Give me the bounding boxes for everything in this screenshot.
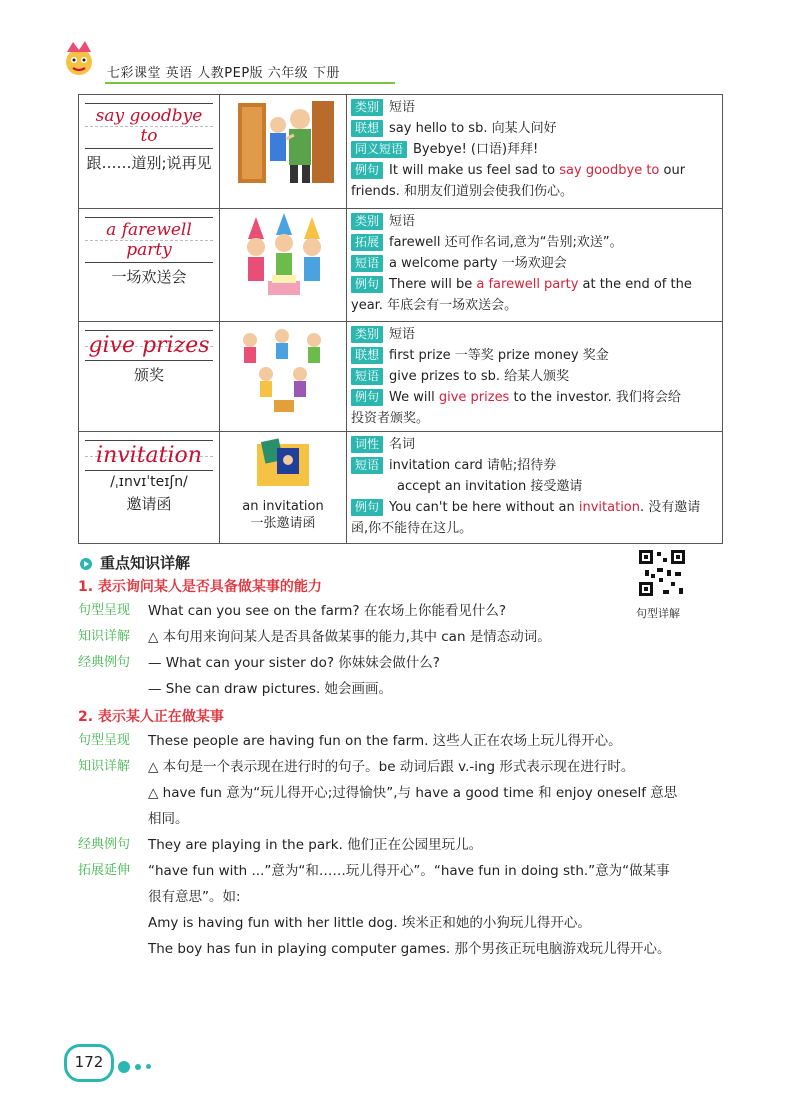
vocab-table: [78, 94, 723, 544]
text-line: 投资者颁奖。: [351, 411, 430, 426]
tag-example: 例句: [351, 162, 383, 179]
text-line: 联想 say hello to sb. 向某人问好: [351, 118, 720, 139]
point-label: 经典例句: [78, 655, 131, 670]
script-word: give prizes: [85, 330, 213, 361]
script-word: a farewell party: [85, 217, 213, 263]
script-word: say goodbye to: [85, 103, 213, 149]
qr-caption: 句型详解: [636, 607, 680, 620]
word-meaning: 颁奖: [133, 366, 164, 384]
point-label: 拓展延伸: [78, 863, 131, 878]
mascot-icon: [59, 38, 99, 78]
text-line: 句型呈现 These people are having fun on the farm. 这些人正在农场上玩儿得开心。: [78, 728, 728, 754]
text-line: 函,你不能待在这儿。: [351, 521, 473, 536]
text-line: 经典例句 They are playing in the park. 他们正在公园里玩儿。: [78, 832, 728, 858]
text-line: 同义短语 Byebye! (口语)拜拜!: [351, 139, 720, 160]
point-label: 经典例句: [78, 837, 131, 852]
word-meaning: 一场欢送会: [111, 268, 187, 286]
book-title: 七彩课堂 英语 人教PEP版 六年级 下册: [107, 66, 340, 81]
text-line: [78, 754, 728, 832]
tag-phrase: 短语: [351, 255, 383, 272]
tag-category: 类别: [351, 213, 383, 230]
play-icon: [80, 558, 92, 570]
text-line: 例句 We will give prizes to the investor. 我们将会给: [351, 387, 720, 408]
text-line: The boy has fun in playing computer games. 那个男孩正玩电脑游戏玩儿得开心。: [148, 941, 671, 957]
text-line: [78, 858, 728, 962]
header-rule: [105, 82, 395, 84]
point-label: 知识详解: [78, 759, 131, 774]
image-caption-en: an invitation: [242, 499, 324, 514]
tag-extension: 拓展: [351, 234, 383, 251]
tag-association: 联想: [351, 347, 383, 364]
text-line: accept an invitation 接受邀请: [397, 479, 583, 494]
page-decoration: [118, 1056, 156, 1075]
text-line: 短语 invitation card 请帖;招待券: [351, 455, 720, 476]
tag-association: 联想: [351, 120, 383, 137]
text-line: 相同。: [148, 811, 189, 827]
text-line: 知识详解 △ 本句用来询问某人是否具备做某事的能力,其中 can 是情态动词。: [78, 624, 728, 650]
table-row: [79, 432, 723, 544]
text-line: △ 本句是一个表示现在进行时的句子。be 动词后跟 v.-ing 形式表示现在进行时。: [148, 759, 635, 775]
script-word: invitation: [85, 440, 213, 471]
text-line: “have fun with ...”意为“和……玩儿得开心”。“have fun in doing sth.”意为“做某事: [148, 863, 670, 879]
point-1-title: 1. 表示询问某人是否具备做某事的能力: [78, 579, 322, 595]
text-line: 拓展 farewell 还可作名词,意为“告别;欢送”。: [351, 232, 720, 253]
tag-example: 例句: [351, 499, 383, 516]
point-label: 句型呈现: [78, 733, 131, 748]
page-header: [55, 38, 385, 81]
text-line: 类别 短语: [351, 211, 720, 232]
text-line: 词性 名词: [351, 434, 720, 455]
text-line: — What can your sister do? 你妹妹会做什么?: [148, 655, 440, 671]
point-label: 知识详解: [78, 629, 131, 644]
tag-part-of-speech: 词性: [351, 436, 383, 453]
text-line: 例句 You can't be here without an invitation. 没有邀请: [351, 497, 720, 518]
tag-example: 例句: [351, 276, 383, 293]
knowledge-points: [78, 572, 728, 962]
table-row: [79, 95, 723, 209]
text-line: 类别 短语: [351, 97, 720, 118]
text-line: 联想 first prize 一等奖 prize money 奖金: [351, 345, 720, 366]
table-row: [79, 209, 723, 322]
tag-example: 例句: [351, 389, 383, 406]
goodbye-illustration: [228, 95, 338, 185]
text-line: 类别 短语: [351, 324, 720, 345]
tag-phrase: 短语: [351, 368, 383, 385]
text-line: 短语 give prizes to sb. 给某人颁奖: [351, 366, 720, 387]
tag-category: 类别: [351, 326, 383, 343]
text-line: 很有意思”。如:: [148, 889, 241, 905]
text-line: Amy is having fun with her little dog. 埃米正和她的小狗玩儿得开心。: [148, 915, 591, 931]
text-line: year. 年底会有一场欢送会。: [351, 298, 518, 313]
text-line: 例句 It will make us feel sad to say goodbye to our: [351, 160, 720, 181]
tag-synonym: 同义短语: [351, 141, 407, 158]
point-2-title: 2. 表示某人正在做某事: [78, 709, 224, 725]
word-meaning: 跟……道别;说再见: [86, 154, 212, 172]
text-line: [78, 650, 728, 702]
table-row: [79, 322, 723, 432]
word-meaning: 邀请函: [126, 495, 172, 513]
prizes-illustration: [228, 322, 338, 414]
tag-phrase: 短语: [351, 457, 383, 474]
text-line: — She can draw pictures. 她会画画。: [148, 681, 393, 697]
text-line: friends. 和朋友们道别会使我们伤心。: [351, 184, 574, 199]
party-illustration: [228, 209, 338, 299]
page-number: 172: [64, 1044, 114, 1082]
text-line: 例句 There will be a farewell party at the end of the: [351, 274, 720, 295]
invitation-illustration: [253, 438, 313, 494]
text-line: 句型呈现 What can you see on the farm? 在农场上你能看见什么?: [78, 598, 728, 624]
text-line: △ have fun 意为“玩儿得开心;过得愉快”,与 have a good time 和 enjoy oneself 意思: [148, 785, 678, 801]
image-caption-cn: 一张邀请函: [250, 516, 316, 531]
text-line: 短语 a welcome party 一场欢迎会: [351, 253, 720, 274]
tag-category: 类别: [351, 99, 383, 116]
phonetic: /ˌɪnvɪˈteɪʃn/: [110, 474, 188, 490]
section-title: 重点知识详解: [80, 552, 190, 573]
point-label: 句型呈现: [78, 603, 131, 618]
